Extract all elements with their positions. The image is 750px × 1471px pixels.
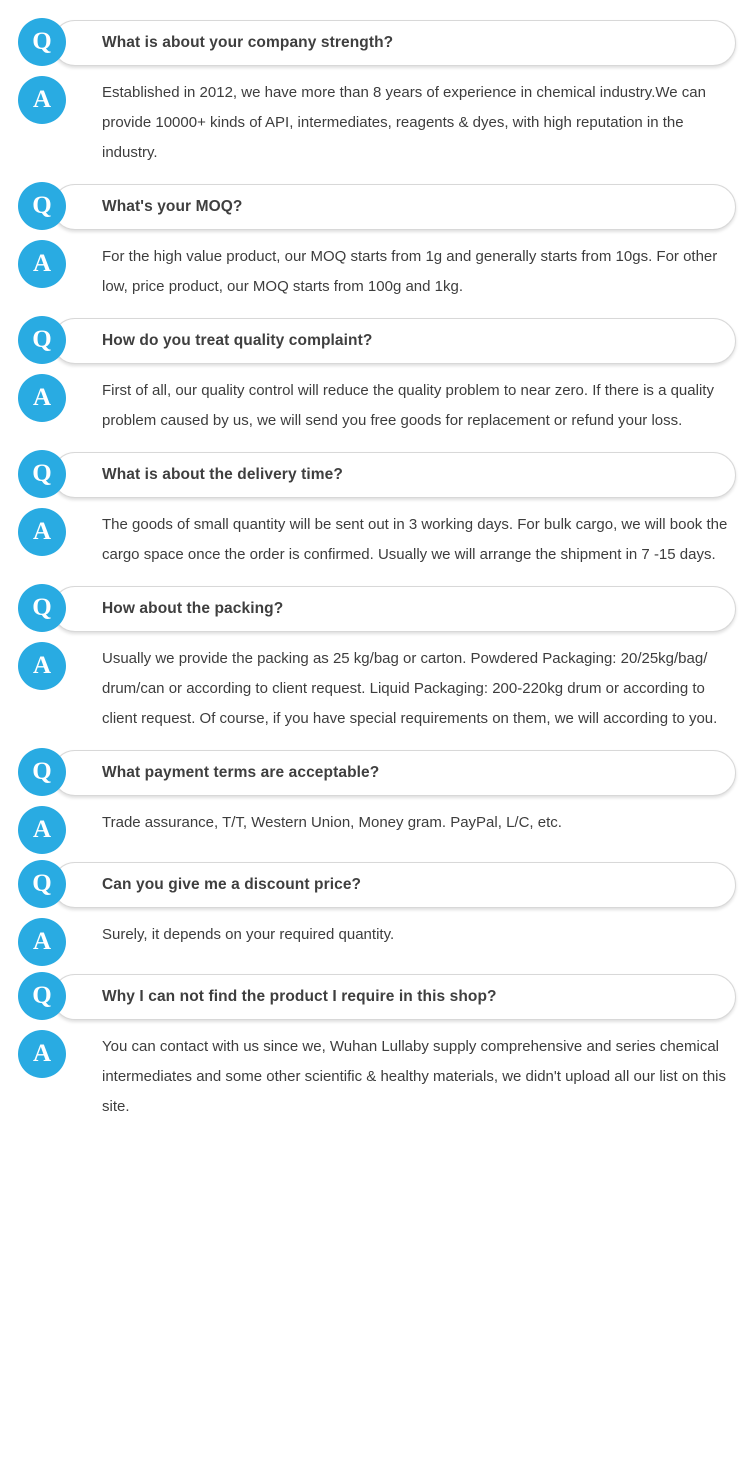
faq-question-row[interactable] [14, 972, 736, 1022]
faq-answer-text: For the high value product, our MOQ starts from 1g and generally starts from 10gs. For other low, price product, our MOQ starts from 100g and 1kg. [102, 248, 718, 295]
answer-badge-icon: A [18, 918, 66, 966]
answer-badge-icon: A [18, 1030, 66, 1078]
faq-answer-text: First of all, our quality control will reduce the quality problem to near zero. If there is a quality problem caused by us, we will send you free goods for replacement or refund your loss. [102, 382, 714, 429]
faq-answer-text: Surely, it depends on your required quantity. [102, 926, 395, 943]
faq-question-text: How about the packing? [102, 600, 284, 617]
question-badge-icon: Q [18, 18, 66, 66]
faq-answer-row [14, 916, 736, 972]
faq-question-row[interactable] [14, 182, 736, 232]
faq-item [14, 972, 736, 1136]
answer-badge-icon: A [18, 806, 66, 854]
faq-item [14, 182, 736, 316]
faq-answer-row [14, 506, 736, 584]
answer-badge-icon: A [18, 374, 66, 422]
faq-item [14, 316, 736, 450]
faq-item [14, 748, 736, 860]
faq-question-row[interactable] [14, 316, 736, 366]
faq-answer-text: Trade assurance, T/T, Western Union, Money gram. PayPal, L/C, etc. [102, 814, 562, 831]
question-badge-icon: Q [18, 972, 66, 1020]
faq-question-text: Why I can not find the product I require in this shop? [102, 988, 497, 1005]
faq-answer-row [14, 74, 736, 182]
faq-question-row[interactable] [14, 18, 736, 68]
faq-item [14, 860, 736, 972]
faq-question-row[interactable] [14, 450, 736, 500]
faq-question-text: What is about the delivery time? [102, 466, 343, 483]
question-badge-icon: Q [18, 860, 66, 908]
faq-question-text: What is about your company strength? [102, 34, 394, 51]
question-badge-icon: Q [18, 316, 66, 364]
faq-answer-row [14, 804, 736, 860]
faq-answer-row [14, 1028, 736, 1136]
answer-badge-icon: A [18, 76, 66, 124]
faq-question-text: How do you treat quality complaint? [102, 332, 373, 349]
faq-answer-row [14, 640, 736, 748]
faq-question-row[interactable] [14, 584, 736, 634]
faq-question-text: What payment terms are acceptable? [102, 764, 380, 781]
faq-item [14, 450, 736, 584]
faq-answer-text: The goods of small quantity will be sent out in 3 working days. For bulk cargo, we will book the cargo space once the order is confirmed. Usually we will arrange the shipment in 7 -15 days. [102, 516, 728, 563]
faq-question-row[interactable] [14, 860, 736, 910]
question-badge-icon: Q [18, 584, 66, 632]
faq-item [14, 18, 736, 182]
faq-question-text: What's your MOQ? [102, 198, 243, 215]
answer-badge-icon: A [18, 642, 66, 690]
faq-answer-row [14, 238, 736, 316]
faq-question-row[interactable] [14, 748, 736, 798]
question-badge-icon: Q [18, 450, 66, 498]
faq-answer-row [14, 372, 736, 450]
faq-answer-text: You can contact with us since we, Wuhan Lullaby supply comprehensive and series chemical intermediates and some other scientific & healthy materials, we didn't upload all our list on this site. [102, 1038, 727, 1115]
faq-item [14, 584, 736, 748]
question-badge-icon: Q [18, 748, 66, 796]
faq-answer-text: Usually we provide the packing as 25 kg/bag or carton. Powdered Packaging: 20/25kg/bag/ drum/can or according to client request. Liquid Packaging: 200-220kg drum or according to client request. Of course, if you have special requirements on them, we will according to you. [102, 650, 718, 727]
answer-badge-icon: A [18, 508, 66, 556]
question-badge-icon: Q [18, 182, 66, 230]
answer-badge-icon: A [18, 240, 66, 288]
faq-answer-text: Established in 2012, we have more than 8 years of experience in chemical industry.We can provide 10000+ kinds of API, intermediates, reagents & dyes, with high reputation in the industry. [102, 84, 706, 161]
faq-question-text: Can you give me a discount price? [102, 876, 362, 893]
